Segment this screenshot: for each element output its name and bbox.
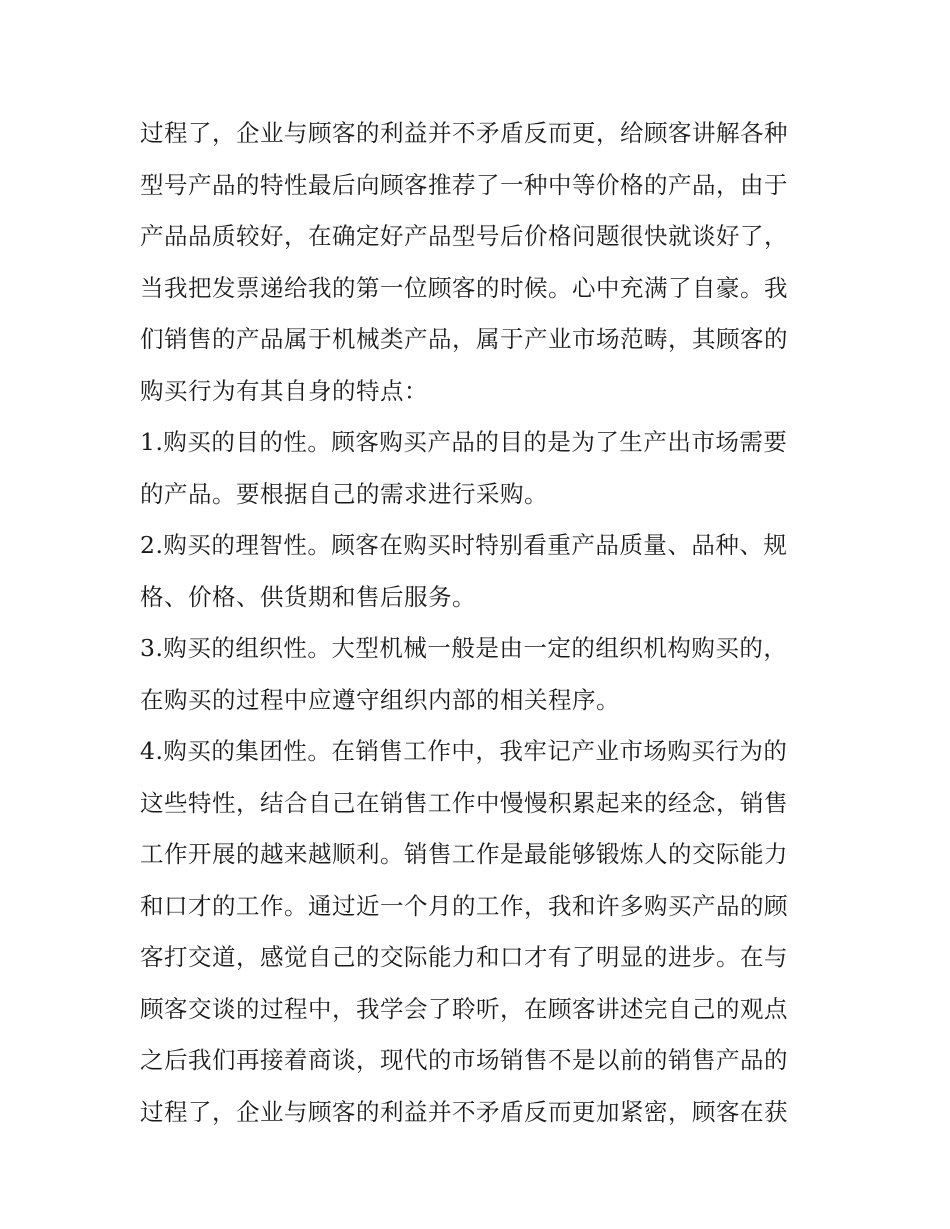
text-line: 在购买的过程中应遵守组织内部的相关程序。 <box>140 685 620 714</box>
text-line: 客打交道，感觉自己的交际能力和口才有了明显的进步。在与 <box>140 943 788 971</box>
text-line: 过程了，企业与顾客的利益并不矛盾反而更，给顾客讲解各种 <box>140 119 788 147</box>
text-line: 当我把发票递给我的第一位顾客的时候。心中充满了自豪。我 <box>140 273 788 302</box>
text-line: 的产品。要根据自己的需求进行采购。 <box>140 479 548 508</box>
text-line: 顾客交谈的过程中，我学会了聆听，在顾客讲述完自己的观点 <box>140 994 788 1023</box>
text-line: 购买行为有其自身的特点： <box>140 376 428 405</box>
list-item-4: 4.购买的集团性。在销售工作中，我牢记产业市场购买行为的 <box>140 737 788 765</box>
list-item-2: 2.购买的理智性。顾客在购买时特别看重产品质量、品种、规 <box>140 531 788 559</box>
text-line: 这些特性，结合自己在销售工作中慢慢积累起来的经念，销售 <box>140 788 788 817</box>
list-item-3: 3.购买的组织性。大型机械一般是由一定的组织机构购买的， <box>140 634 788 662</box>
text-line: 过程了，企业与顾客的利益并不矛盾反而更加紧密，顾客在获 <box>140 1097 788 1126</box>
text-line: 和口才的工作。通过近一个月的工作，我和许多购买产品的顾 <box>140 891 788 920</box>
text-line: 格、价格、供货期和售后服务。 <box>140 582 476 611</box>
list-item-1: 1.购买的目的性。顾客购买产品的目的是为了生产出市场需要 <box>140 428 788 456</box>
body-text <box>140 108 820 1138</box>
text-line: 们销售的产品属于机械类产品，属于产业市场范畴，其顾客的 <box>140 325 788 353</box>
text-line: 产品品质较好，在确定好产品型号后价格问题很快就谈好了， <box>140 222 788 250</box>
text-line: 型号产品的特性最后向顾客推荐了一种中等价格的产品，由于 <box>140 170 788 199</box>
text-line: 之后我们再接着商谈，现代的市场销售不是以前的销售产品的 <box>140 1046 788 1074</box>
text-line: 工作开展的越来越顺利。销售工作是最能够锻炼人的交际能力 <box>140 840 788 868</box>
